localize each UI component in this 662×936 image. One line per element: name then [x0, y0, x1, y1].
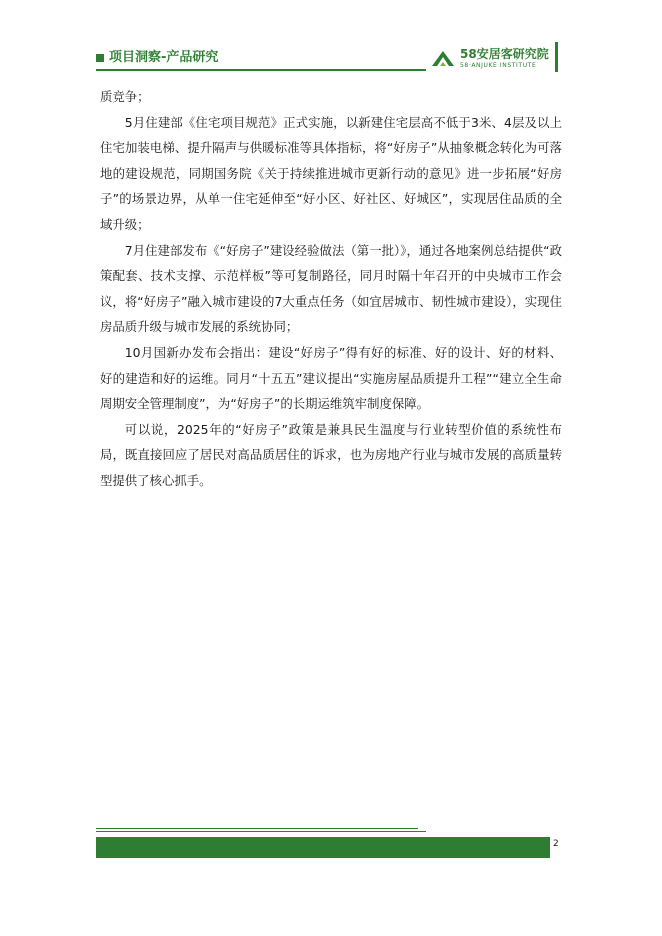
page-header — [96, 42, 566, 74]
logo-name: 58安居客研究院 — [460, 47, 549, 61]
house-roof-logo-icon — [430, 48, 456, 68]
footer-line — [96, 828, 418, 829]
body-text — [100, 84, 562, 494]
paragraph: 质竞争； — [100, 89, 150, 104]
footer-line — [96, 831, 426, 832]
paragraph: 10月国新办发布会指出：建设“好房子”得有好的标准、好的设计、好的材料、好的建造和好的运维。同月“十五五”建议提出“实施房屋品质提升工程”“建立全生命周期安全管理制度”，为“好房子”的长期运维筑牢制度保障。 — [100, 344, 562, 412]
footer-band — [96, 837, 550, 858]
square-bullet-icon — [96, 54, 104, 62]
brand-logo — [430, 44, 566, 74]
paragraph: 7月住建部发布《“好房子”建设经验做法（第一批）》，通过各地案例总结提供“政策配套、技术支撑、示范样板”等可复制路径，同月时隔十年召开的中央城市工作会议，将“好房子”融入城市建设的7大重点任务（如宜居城市、韧性城市建设），实现住房品质升级与城市发展的系统协同； — [100, 242, 562, 335]
page-footer — [96, 828, 566, 860]
logo-subtitle: 58·ANJUKE INSTITUTE — [460, 62, 537, 69]
header-divider — [96, 69, 426, 71]
section-title: 项目洞察-产品研究 — [109, 50, 219, 65]
page-number: 2 — [553, 839, 559, 849]
header-accent-bar — [555, 42, 558, 72]
paragraph: 可以说，2025年的“好房子”政策是兼具民生温度与行业转型价值的系统性布局，既直接回应了居民对高品质居住的诉求，也为房地产行业与城市发展的高质量转型提供了核心抓手。 — [100, 421, 562, 488]
paragraph: 5月住建部《住宅项目规范》正式实施，以新建住宅层高不低于3米、4层及以上住宅加装电梯、提升隔声与供暖标准等具体指标，将“好房子”从抽象概念转化为可落地的建设规范，同期国务院《关于持续推进城市更新行动的意见》进一步拓展“好房子”的场景边界，从单一住宅延伸至“好小区、好社区、好城区”，实现居住品质的全域升级； — [100, 114, 562, 232]
